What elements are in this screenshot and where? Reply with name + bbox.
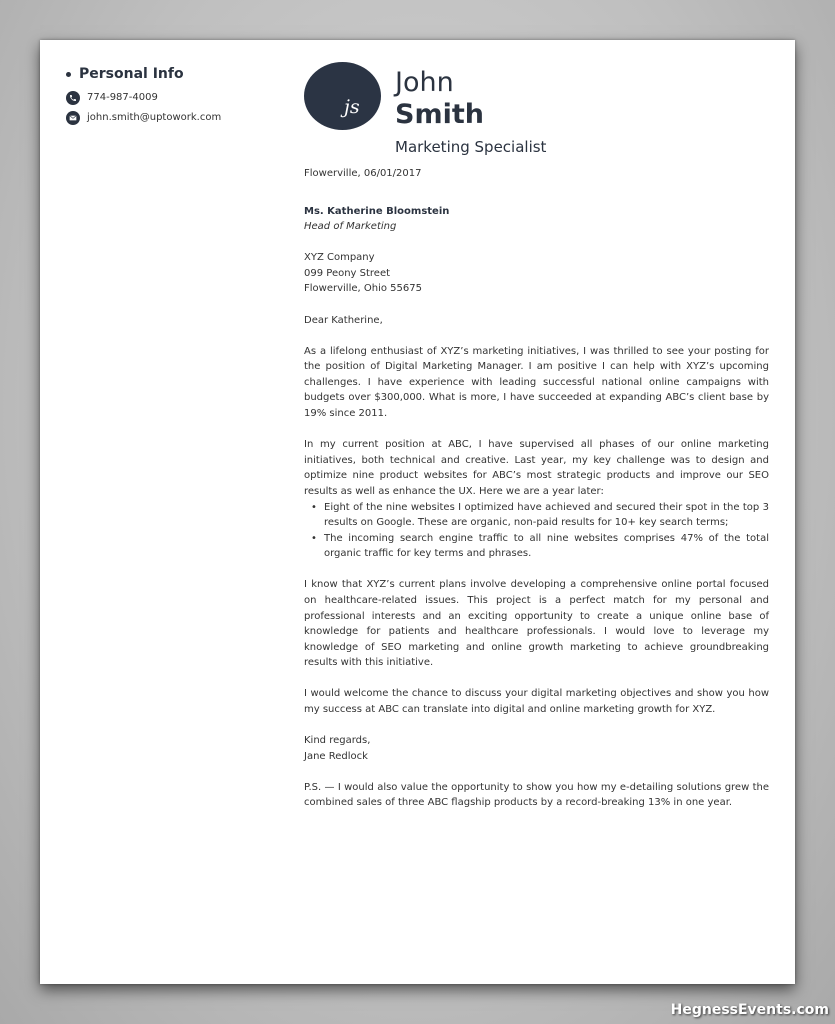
cover-letter-page	[40, 40, 795, 984]
postscript: P.S. — I would also value the opportunity to show you how my e-detailing solutions grew the combined sales of three ABC flagship products by a record-breaking 13% in one year.	[304, 781, 769, 809]
signature-name: Jane Redlock	[304, 750, 368, 762]
list-item: • The incoming search engine traffic to all nine websites comprises 47% of the total organic traffic for key terms and phrases.	[304, 531, 769, 562]
paragraph-2: In my current position at ABC, I have supervised all phases of our online marketing initiatives, both technical and creative. Last year, my key challenge was to design and optimize nine product websites for ABC’s most strategic products and improve our SEO results as well as enhance the UX. Here we are a year later:	[304, 439, 769, 497]
personal-info-title: Personal Info	[79, 66, 184, 82]
salutation: Dear Katherine,	[304, 314, 383, 326]
closing: Kind regards,	[304, 735, 371, 747]
phone-row	[66, 90, 276, 105]
first-name: John	[395, 67, 454, 98]
email-row	[66, 110, 276, 125]
watermark: HegnessEvents.com	[670, 1002, 829, 1018]
letter-body	[304, 166, 769, 811]
city-address: Flowerville, Ohio 55675	[304, 283, 422, 295]
place-date: Flowerville, 06/01/2017	[304, 168, 422, 179]
list-item: • Eight of the nine websites I optimized have achieved and secured their spot in the top 3 results on Google. These are organic, non-paid results for 10+ key search terms;	[304, 500, 769, 531]
phone-icon	[66, 91, 80, 105]
personal-info-heading	[66, 66, 276, 82]
paragraph-4: I would welcome the chance to discuss your digital marketing objectives and show you how my success at ABC can translate into digital and online marketing growth for XYZ.	[304, 688, 769, 716]
sidebar	[66, 66, 276, 130]
envelope-icon	[66, 111, 80, 125]
job-title: Marketing Specialist	[395, 138, 547, 156]
company-name: XYZ Company	[304, 252, 375, 264]
monogram-avatar	[304, 62, 381, 130]
paragraph-3: I know that XYZ’s current plans involve developing a comprehensive online portal focused on healthcare-related issues. This project is a perfect match for my personal and professional interests and an exciting opportunity to create a unique online base of knowledge for patients and healthcare professionals. I would love to leverage my knowledge of SEO marketing and online growth marketing to achieve groundbreaking results with this initiative.	[304, 579, 769, 669]
monogram-initials: js	[344, 96, 360, 118]
phone-number: 774-987-4009	[87, 92, 158, 103]
paragraph-1: As a lifelong enthusiast of XYZ’s marketing initiatives, I was thrilled to see your posting for the position of Digital Marketing Manager. I am positive I can help with XYZ’s upcoming challenges. I have experience with leading successful national online campaigns with budgets over $300,000. What is more, I have succeeded at expanding ABC’s client base by 19% since 2011.	[304, 345, 769, 420]
recipient-title: Head of Marketing	[304, 221, 397, 233]
last-name: Smith	[395, 99, 484, 130]
achievements-list	[304, 500, 769, 562]
bullet-dot-icon	[66, 72, 71, 77]
email-address: john.smith@uptowork.com	[87, 112, 222, 123]
street-address: 099 Peony Street	[304, 267, 391, 279]
recipient-name: Ms. Katherine Bloomstein	[304, 205, 450, 217]
